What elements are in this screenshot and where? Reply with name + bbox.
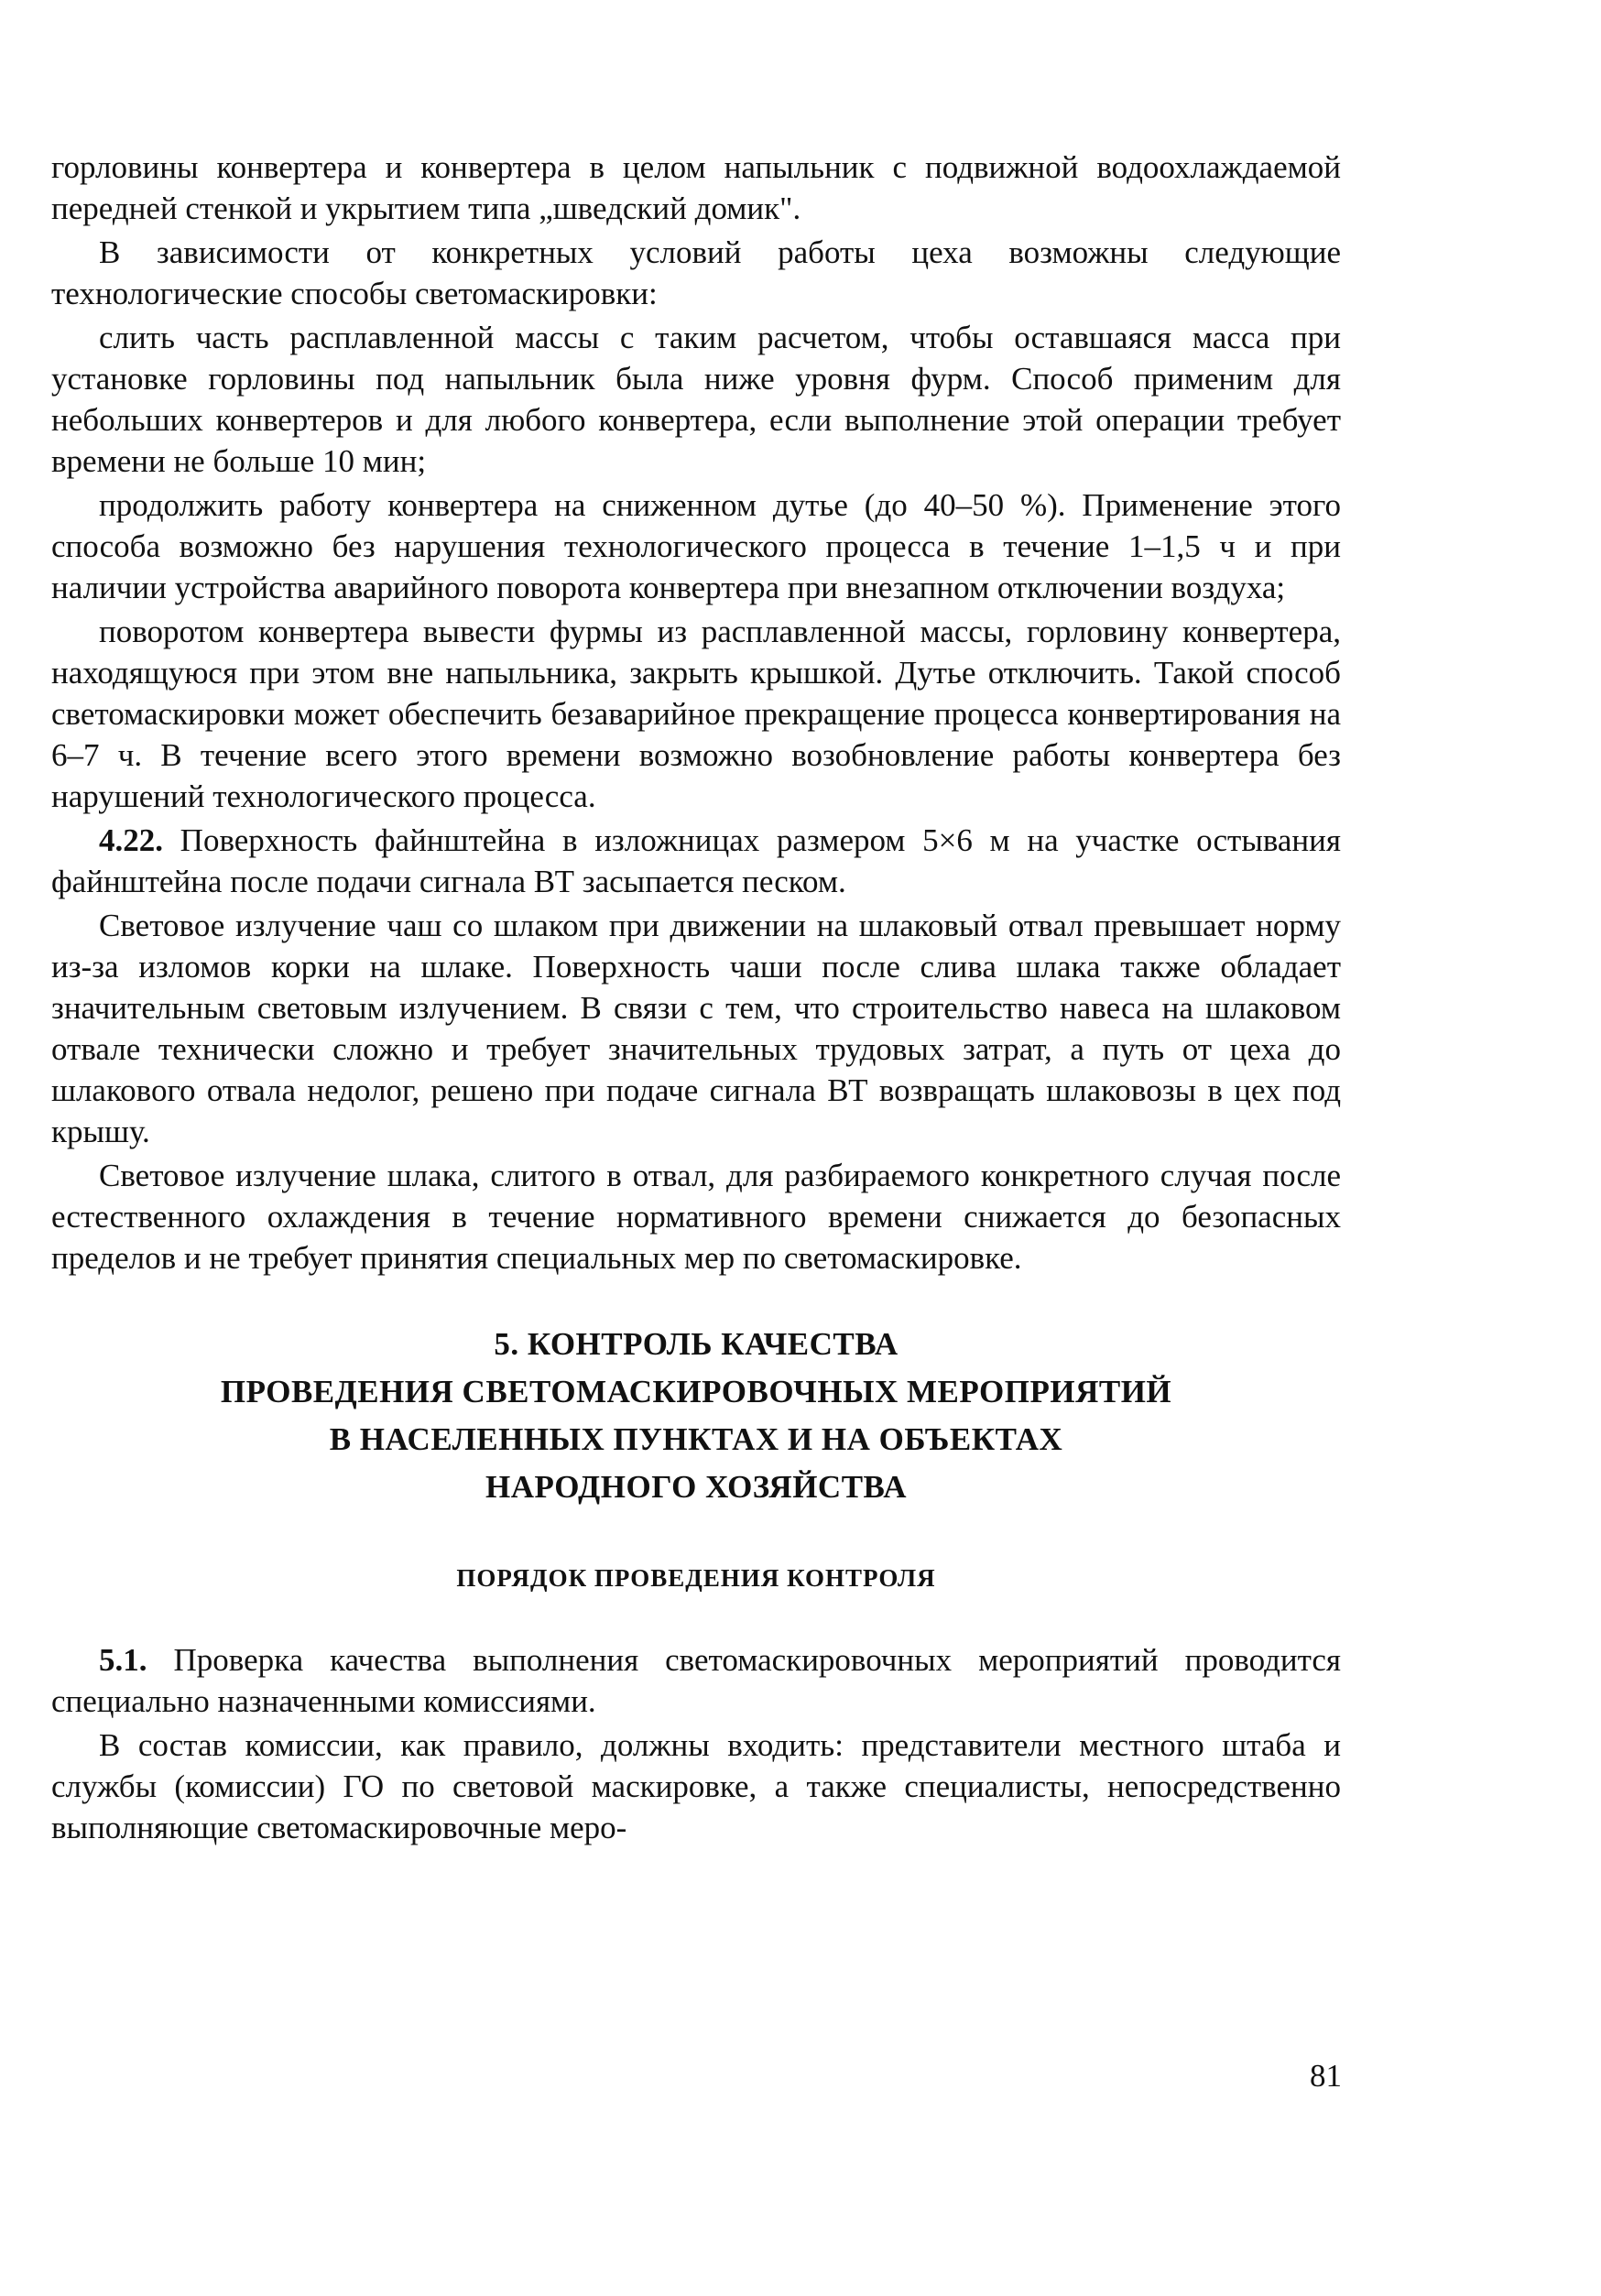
- paragraph-5-1: [51, 1639, 1341, 1722]
- list-item: продолжить работу конвертера на сниженном дутье (до 40–50 %). Применение этого способа возможно без нарушения технологического процесса в течение 1–1,5 ч и при наличии устройства аварийного поворота конвертера при внезапном отключении воздуха;: [51, 487, 1341, 605]
- paragraph: Световое излучение чаш со шлаком при движении на шлаковый отвал превышает норму из-за изломов корки на шлаке. Поверхность чаши после слива шлака также обладает значительным световым излучением. В связи с тем, что строительство навеса на шлаковом отвале технически сложно и требует значительных трудовых затрат, а путь от цеха до шлакового отвала недолог, решено при подаче сигнала ВТ возвращать шлаковозы в цех под крышу.: [51, 908, 1341, 1149]
- paragraph-number: 4.22.: [99, 822, 163, 858]
- paragraph: В состав комиссии, как правило, должны входить: представители местного штаба и службы (комиссии) ГО по световой маскировке, а также специалисты, непосредственно выполняющие светомаскировочные меро-: [51, 1727, 1341, 1845]
- paragraph: горловины конвертера и конвертера в целом напыльник с подвижной водоохлаждаемой передней стенкой и укрытием типа „шведский домик".: [51, 149, 1341, 226]
- paragraph-text: Поверхность файнштейна в изложницах размером 5×6 м на участке остывания файнштейна после подачи сигнала ВТ засыпается песком.: [51, 822, 1341, 899]
- paragraph-number: 5.1.: [99, 1642, 147, 1678]
- section-heading-line: НАРОДНОГО ХОЗЯЙСТВА: [485, 1469, 907, 1505]
- page-number: 81: [1310, 2058, 1342, 2094]
- paragraph: Световое излучение шлака, слитого в отвал, для разбираемого конкретного случая после естественного охлаждения в течение нормативного времени снижается до безопасных пределов и не требует принятия специальных мер по светомаскировке.: [51, 1158, 1341, 1276]
- section-heading-line: 5. КОНТРОЛЬ КАЧЕСТВА: [494, 1326, 899, 1362]
- section-heading-line: ПРОВЕДЕНИЯ СВЕТОМАСКИРОВОЧНЫХ МЕРОПРИЯТИЙ: [220, 1374, 1172, 1409]
- section-heading: [51, 1321, 1341, 1511]
- subsection-heading: ПОРЯДОК ПРОВЕДЕНИЯ КОНТРОЛЯ: [456, 1564, 936, 1592]
- paragraph-4-22: [51, 820, 1341, 902]
- body-text: [51, 147, 1341, 1851]
- paragraph: В зависимости от конкретных условий работы цеха возможны следующие технологические способы светомаскировки:: [51, 234, 1341, 311]
- paragraph-text: Проверка качества выполнения светомаскировочных мероприятий проводится специально назначенными комиссиями.: [51, 1642, 1341, 1719]
- list-item: слить часть расплавленной массы с таким расчетом, чтобы оставшаяся масса при установке горловины под напыльник была ниже уровня фурм. Способ применим для небольших конвертеров и для любого конвертера, если выполнение этой операции требует времени не больше 10 мин;: [51, 320, 1341, 479]
- section-heading-line: В НАСЕЛЕННЫХ ПУНКТАХ И НА ОБЪЕКТАХ: [329, 1421, 1063, 1457]
- list-item: поворотом конвертера вывести фурмы из расплавленной массы, горловину конвертера, находящуюся при этом вне напыльника, закрыть крышкой. Дутье отключить. Такой способ светомаскировки может обеспечить безаварийное прекращение процесса конвертирования на 6–7 ч. В течение всего этого времени возможно возобновление работы конвертера без нарушений технологического процесса.: [51, 614, 1341, 814]
